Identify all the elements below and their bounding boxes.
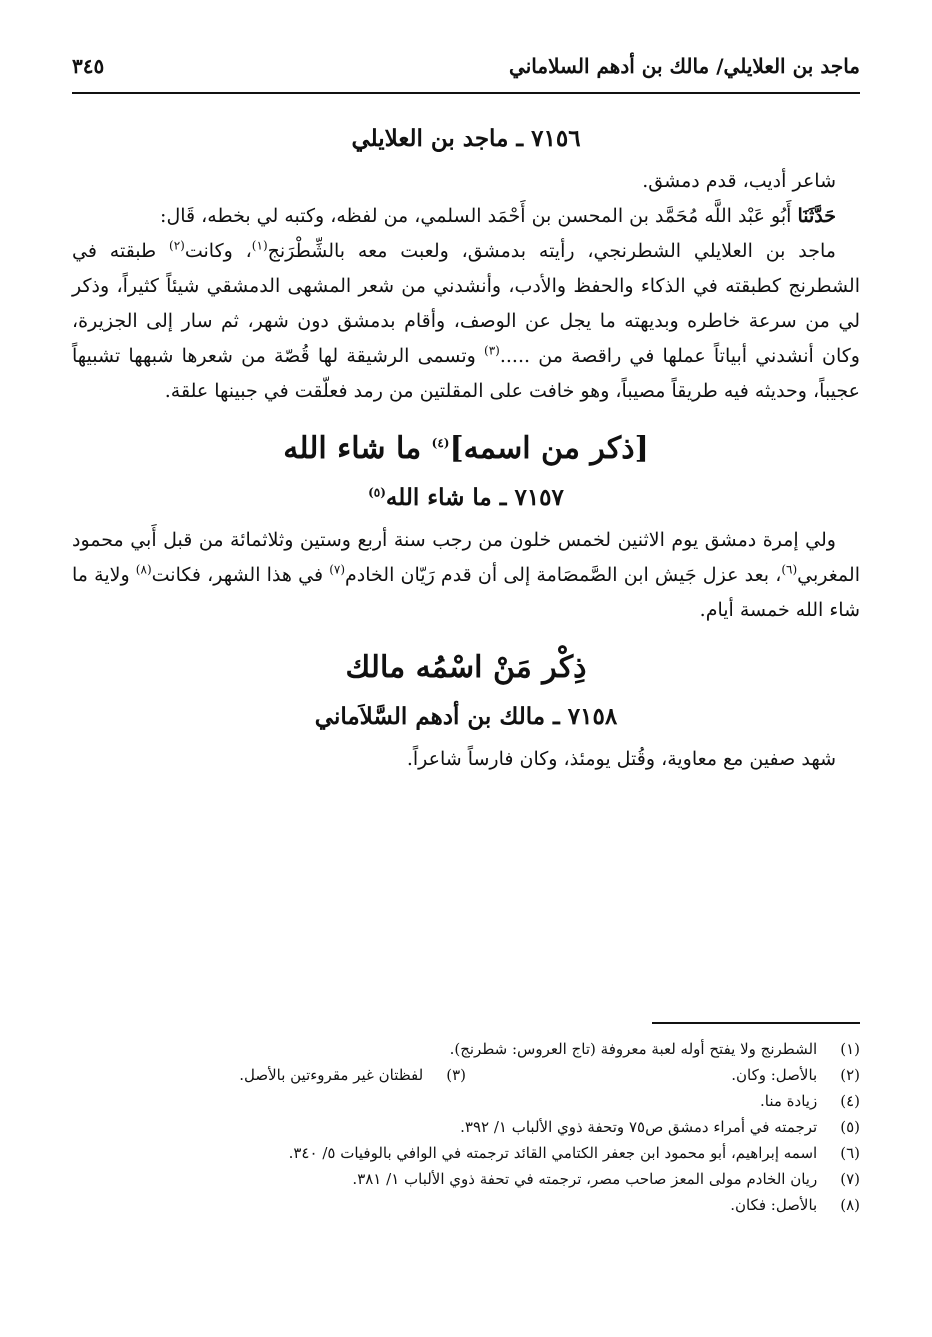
footnote-number: (٢)	[840, 1066, 860, 1084]
entry-7156-para-3-a: ماجد بن العلايلي الشطرنجي، رأيته بدمشق، ولعبت معه بالشِّطْرَنج	[267, 240, 836, 262]
entry-7156-para-2	[72, 199, 860, 234]
footnote-text: بالأصل: وكان.	[731, 1066, 818, 1084]
entry-7156-para-3	[72, 234, 860, 409]
footnote-number: (٨)	[840, 1196, 860, 1214]
footnote-4	[72, 1088, 860, 1114]
footnote-7	[72, 1166, 860, 1192]
footnote-divider	[652, 1022, 860, 1024]
entry-7157-para-a: ولي إمرة دمشق يوم الاثنين لخمس خلون من رجب سنة أربع وستين وثلاثمائة من قبل أَبي محمود المغربي	[72, 529, 860, 586]
footnote-ref-8[interactable]: (٨)	[135, 562, 152, 577]
footnote-ref-5[interactable]: (٥)	[368, 485, 386, 500]
section-masha-title-a: [ذكر من اسمه]	[449, 431, 649, 466]
entry-7156-title: ٧١٥٦ ـ ماجد بن العلايلي	[351, 125, 581, 152]
section-masha-title-b: ما شاء الله	[283, 431, 432, 466]
footnote-ref-2[interactable]: (٢)	[169, 238, 185, 253]
footnote-text: زيادة منا.	[760, 1092, 818, 1110]
running-title: ماجد بن العلايلي/ مالك بن أدهم السلاماني	[509, 54, 860, 78]
entry-7158-para: شهد صفين مع معاوية، وقُتل يومئذ، وكان فارساً شاعراً.	[406, 748, 836, 770]
footnote-ref-7[interactable]: (٧)	[329, 562, 346, 577]
hadith-lead-word: حَدَّثَنَا	[797, 205, 836, 227]
footnote-number: (١)	[840, 1040, 860, 1058]
entry-7157-para-c: في هذا الشهر، فكانت	[151, 564, 330, 586]
entry-7156-para-3-c: طبقته في الشطرنج كطبقته في الذكاء والحفظ والأدب، وأنشدني من شعر المشهى الدمشقي شيئاً كثيراً، وذكر لي من سرعة خاطره وبديهته ما يجل عن الوصف، وأقام بدمشق دون شهر، ثم سار إلى الجزيرة، وكان أنشدني أبياتاً عملها في راقصة من .....	[72, 240, 860, 367]
section-masha-allah-title	[72, 431, 860, 466]
footnote-2	[466, 1062, 860, 1088]
footnotes-section	[72, 1022, 860, 1218]
footnote-6	[72, 1140, 860, 1166]
entry-7156-para-1: شاعر أديب، قدم دمشق.	[642, 170, 836, 192]
entry-7157-title-text: ٧١٥٧ ـ ما شاء الله	[385, 484, 564, 511]
main-content	[72, 125, 860, 777]
section-malik-title: ذِكْر مَنْ اسْمُه مالك	[345, 650, 587, 685]
footnote-text: ترجمته في أمراء دمشق ص٧٥ وتحفة ذوي الألباب ١/ ٣٩٢.	[460, 1118, 818, 1136]
footnote-3	[72, 1062, 466, 1088]
footnote-ref-1[interactable]: (١)	[251, 238, 268, 253]
footnote-text: اسمه إبراهيم، أبو محمود ابن جعفر الكتامي القائد ترجمته في الوافي بالوفيات ٥/ ٣٤٠.	[288, 1144, 818, 1162]
running-header	[72, 40, 860, 94]
footnote-1	[72, 1036, 860, 1062]
footnote-number: (٤)	[840, 1092, 860, 1110]
entry-7157-para-d: ولاية ما شاء الله خمسة أيام.	[72, 564, 860, 621]
footnote-number: (٣)	[446, 1066, 466, 1084]
footnote-text: الشطرنج ولا يفتح أوله لعبة معروفة (تاج العروس: شطرنج).	[449, 1040, 818, 1058]
footnote-text: ريان الخادم مولى المعز صاحب مصر، ترجمته في تحفة ذوي الألباب ١/ ٣٨١.	[352, 1170, 818, 1188]
footnote-text: بالأصل: فكان.	[730, 1196, 818, 1214]
footnote-split-row	[72, 1062, 860, 1088]
page-number: ٣٤٥	[72, 54, 105, 78]
footnote-ref-4[interactable]: (٤)	[431, 436, 450, 450]
footnote-number: (٥)	[840, 1118, 860, 1136]
footnote-number: (٧)	[840, 1170, 860, 1188]
entry-7156-para-3-b: ، وكانت	[184, 240, 252, 262]
entry-7157-title	[72, 484, 860, 511]
footnote-8	[72, 1192, 860, 1218]
entry-7157-para	[72, 523, 860, 628]
footnote-ref-6[interactable]: (٦)	[781, 562, 798, 577]
footnote-number: (٦)	[840, 1144, 860, 1162]
entry-7157-para-b: ، بعد عزل جَيش ابن الصَّمصَامة إلى أن قدم رَيّان الخادم	[345, 564, 782, 586]
entry-7158-title: ٧١٥٨ ـ مالك بن أدهم السَّلاَماني	[314, 703, 618, 730]
footnote-row-2-3	[72, 1062, 860, 1088]
footnote-text: لفظتان غير مقروءتين بالأصل.	[239, 1066, 424, 1084]
footnote-ref-3[interactable]: (٣)	[484, 343, 500, 358]
entry-7156-para-3-d: وتسمى الرشيقة لها قُصّة من شعرها شبهها تشبيهاً عجيباً، وحديثه فيه طريقاً مصيباً، وهو خافت على المقلتين من رمد فعلّقت في جبينها علقة.	[72, 345, 860, 402]
entry-7156-para-2-text: أَبُو عَبْد اللَّه مُحَمَّد بن المحسن بن أَحْمَد السلمي، من لفظه، وكتبه لي بخطه، قَال:	[160, 205, 798, 227]
footnote-5	[72, 1114, 860, 1140]
